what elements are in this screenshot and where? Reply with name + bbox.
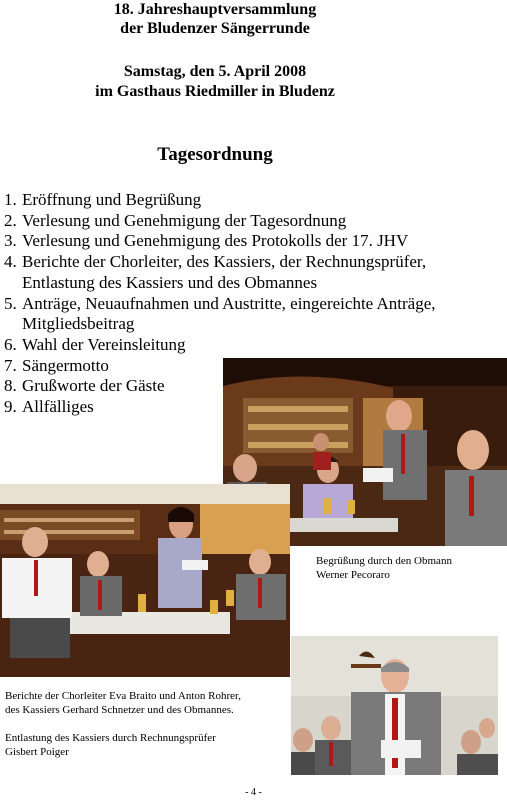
page-number: - 4 - xyxy=(245,787,262,798)
agenda-item-number: 7. xyxy=(4,355,17,375)
agenda-item xyxy=(4,231,504,252)
agenda-item-number: 8. xyxy=(4,376,17,396)
agenda-item xyxy=(4,294,504,315)
event-organizer: der Bludenzer Sängerrunde xyxy=(120,20,310,37)
agenda-item xyxy=(4,211,504,232)
agenda-item-text: Berichte der Chorleiter, des Kassiers, der Rechnungsprüfer, xyxy=(22,252,427,272)
event-date: Samstag, den 5. April 2008 xyxy=(123,63,307,80)
agenda-item xyxy=(4,252,504,273)
agenda-item xyxy=(4,190,504,211)
agenda-item-text: Grußworte der Gäste xyxy=(22,376,165,396)
agenda-item-text: Sängermotto xyxy=(22,355,109,375)
agenda-item-text: Wahl der Vereinsleitung xyxy=(22,334,186,354)
caption-greeting-line1: Begrüßung durch den Obmann xyxy=(316,555,452,567)
event-title: 18. Jahreshauptversammlung xyxy=(113,1,317,18)
photo-chorleiter-reports xyxy=(0,484,290,677)
caption-reports-line2: des Kassiers Gerhard Schnetzer und des Obmannes. xyxy=(5,704,234,716)
agenda-item-continuation: Entlastung des Kassiers und des Obmannes xyxy=(22,272,318,292)
agenda-item-text: Verlesung und Genehmigung des Protokolls der 17. JHV xyxy=(22,231,409,251)
caption-entlastung-line1: Entlastung des Kassiers durch Rechnungsprüfer xyxy=(5,732,216,744)
agenda-item-number: 1. xyxy=(4,190,17,209)
agenda-item-text: Allfälliges xyxy=(22,397,94,417)
agenda-item-text: Anträge, Neuaufnahmen und Austritte, eingereichte Anträge, xyxy=(22,293,436,313)
agenda-item-text: Verlesung und Genehmigung der Tagesordnung xyxy=(22,210,347,230)
agenda-item-number: 3. xyxy=(4,231,17,251)
event-location: im Gasthaus Riedmiller in Bludenz xyxy=(95,83,335,100)
caption-reports-line1: Berichte der Chorleiter Eva Braito und Anton Rohrer, xyxy=(5,690,241,702)
agenda-item-number: 6. xyxy=(4,334,17,354)
caption-entlastung-line2: Gisbert Poiger xyxy=(5,746,69,758)
agenda-item-text: Eröffnung und Begrüßung xyxy=(22,190,202,209)
caption-greeting-line2: Werner Pecoraro xyxy=(316,569,390,581)
agenda-item-number: 5. xyxy=(4,293,17,313)
agenda-item-number: 4. xyxy=(4,252,17,272)
photo-kassier-entlastung xyxy=(291,636,498,775)
agenda-item-continuation: Mitgliedsbeitrag xyxy=(22,314,135,334)
agenda-item-number: 2. xyxy=(4,210,17,230)
agenda-title: Tagesordnung xyxy=(157,144,273,165)
agenda-item-number: 9. xyxy=(4,397,17,417)
agenda-item xyxy=(4,335,504,356)
